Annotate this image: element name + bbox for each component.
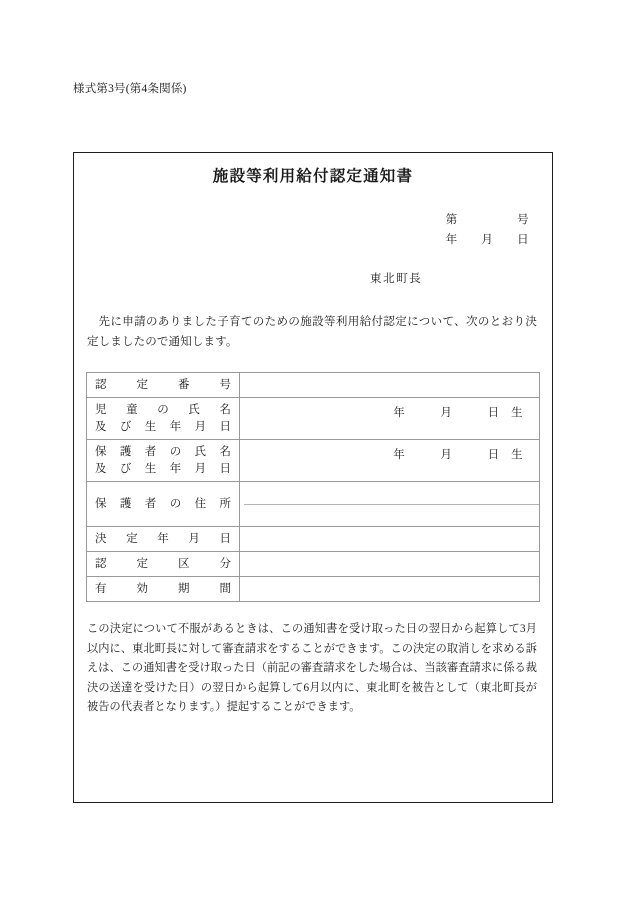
notification-form-sheet (73, 152, 553, 803)
table-row (87, 552, 540, 577)
row-value-certification-category[interactable] (240, 552, 540, 577)
row-label-decision-date: 決定年月日 (87, 527, 240, 552)
document-date-line: 年 月 日 (445, 233, 529, 246)
table-row (87, 527, 540, 552)
row-label-guardian-name-birthdate: 保護者の氏名 及び生年月日 (87, 440, 240, 482)
document-meta-block (83, 210, 543, 250)
child-birthdate-hint: 年 月 日 生 (393, 407, 523, 420)
document-title: 施設等利用給付認定通知書 (212, 168, 414, 185)
document-number-line: 第 号 (445, 213, 529, 226)
row-value-certification-number[interactable] (240, 373, 540, 398)
certification-details-table (86, 372, 540, 602)
row-value-valid-period[interactable] (240, 577, 540, 602)
row-value-guardian-name-birthdate[interactable] (240, 440, 540, 482)
row-label-child-name-birthdate: 児童の氏名 及び生年月日 (87, 398, 240, 440)
appeal-notice-paragraph: この決定について不服があるときは、この通知書を受け取った日の翌日から起算して3月以内に、東北町長に対して審査請求をすることができます。この決定の取消しを求める訴えは、この通知書を受け取った日（前記の審査請求をした場合は、当該審査請求に係る裁決の送達を受けた日）の翌日から起算して6月以内に、東北町を被告として（東北町長が被告の代表者となります。）提起することができます。 (87, 623, 537, 714)
row-label-valid-period: 有効期間 (87, 577, 240, 602)
form-number-label: 様式第3号(第4条関係) (73, 83, 187, 95)
sheet-inner (74, 166, 552, 815)
guardian-birthdate-hint: 年 月 日 生 (393, 449, 523, 462)
row-value-guardian-address[interactable] (240, 482, 540, 527)
table-row (87, 398, 540, 440)
intro-paragraph: 先に申請のありました子育てのための施設等利用給付認定について、次のとおり決定しましたので通知します。 (87, 315, 537, 348)
address-writing-rule (244, 504, 539, 505)
table-row (87, 482, 540, 527)
table-row (87, 440, 540, 482)
row-value-child-name-birthdate[interactable] (240, 398, 540, 440)
row-value-decision-date[interactable] (240, 527, 540, 552)
table-row (87, 373, 540, 398)
row-label-certification-number: 認定番号 (87, 373, 240, 398)
issuer-name: 東北町長 (370, 272, 423, 285)
table-row (87, 577, 540, 602)
row-label-guardian-address: 保護者の住所 (87, 482, 240, 527)
row-label-certification-category: 認定区分 (87, 552, 240, 577)
